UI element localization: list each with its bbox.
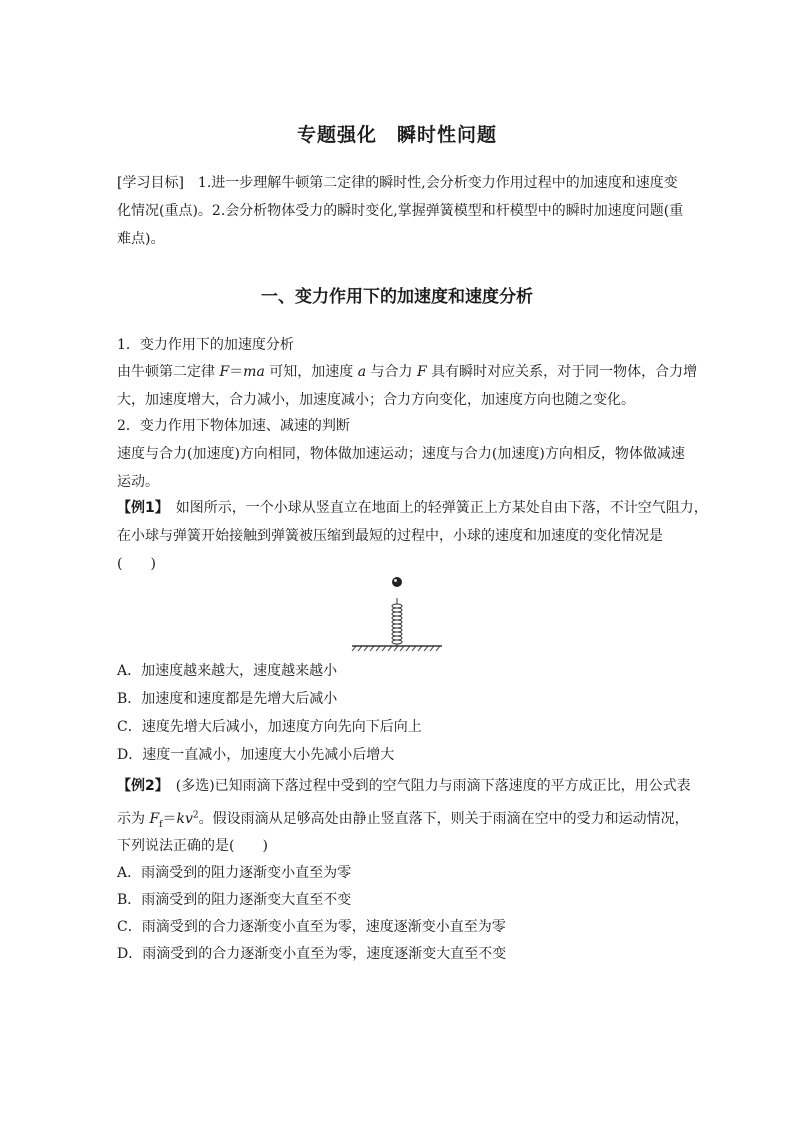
ground	[352, 646, 442, 651]
superscript-2: 2	[192, 810, 199, 821]
objectives-line-2: 化情况(重点)。2.会分析物体受力的瞬时变化,掌握弹簧模型和杆模型中的瞬时加速度问题(重	[117, 203, 684, 219]
objectives-line-3: 难点)。	[117, 231, 165, 247]
example-1-tag: 【例1】	[117, 500, 162, 516]
example-1-line: ( )	[117, 556, 156, 572]
example-1-option-c: C．速度先增大后减小，加速度方向先向下后向上	[117, 719, 422, 735]
example-2-line: 下列说法正确的是( )	[117, 838, 268, 854]
page-title: 专题强化 瞬时性问题	[296, 124, 497, 146]
spring	[392, 598, 402, 646]
paragraph-line: 大，加速度增大，合力减小，加速度减小；合力方向变化，加速度方向也随之变化。	[117, 392, 635, 408]
spring-ball-figure	[350, 574, 446, 654]
example-2-tag: 【例2】	[117, 778, 162, 794]
symbol-ma: ma	[243, 364, 265, 380]
subheading-variable-force-acceleration: 1．变力作用下的加速度分析	[117, 337, 294, 353]
text-run: 如图所示，一个小球从竖直立在地面上的轻弹簧正上方某处自由下落，不计空气阻力，	[161, 500, 708, 516]
paragraph-newton-second-law	[117, 361, 698, 381]
text-run: 可知，加速度	[264, 364, 358, 380]
paragraph-line: 运动。	[117, 474, 159, 490]
subscript-f: f	[159, 819, 163, 830]
symbol-F: F	[149, 811, 160, 827]
section-heading-1: 一、变力作用下的加速度和速度分析	[261, 287, 533, 307]
symbol-kv: kv	[176, 811, 193, 827]
paragraph-line: 速度与合力(加速度)方向相同，物体做加速运动；速度与合力(加速度)方向相反，物体做减速	[117, 446, 685, 462]
text-run: ＝	[229, 364, 244, 380]
objectives-line-1: [学习目标] 1.进一步理解牛顿第二定律的瞬时性,会分析变力作用过程中的加速度和速度变	[117, 175, 678, 191]
text-run: 由牛顿第二定律	[117, 364, 220, 380]
text-run: 示为	[117, 811, 150, 827]
text-run: 与合力	[366, 364, 417, 380]
text-run: (多选)已知雨滴下落过程中受到的空气阻力与雨滴下落速度的平方成正比，用公式表	[161, 778, 691, 794]
example-1-stem	[117, 497, 708, 517]
example-2-option-c: C．雨滴受到的合力逐渐变小直至为零，速度逐渐变小直至为零	[117, 919, 506, 935]
text-run: ＝	[162, 811, 177, 827]
symbol-F: F	[416, 364, 427, 380]
example-2-option-d: D．雨滴受到的合力逐渐变小直至为零，速度逐渐变大直至不变	[117, 946, 507, 962]
example-1-line: 在小球与弹簧开始接触到弹簧被压缩到最短的过程中，小球的速度和加速度的变化情况是	[117, 528, 663, 544]
example-2-formula-line	[117, 808, 689, 830]
example-2-option-b: B．雨滴受到的阻力逐渐变大直至不变	[117, 892, 352, 908]
symbol-F: F	[219, 364, 230, 380]
text-run: 。假设雨滴从足够高处由静止竖直落下，则关于雨滴在空中的受力和运动情况，	[198, 811, 689, 827]
example-2-stem	[117, 775, 691, 795]
example-1-option-a: A．加速度越来越大，速度越来越小	[117, 663, 338, 679]
example-1-option-b: B．加速度和速度都是先增大后减小	[117, 691, 338, 707]
ball	[392, 577, 402, 587]
symbol-a: a	[357, 364, 367, 380]
example-2-option-a: A．雨滴受到的阻力逐渐变小直至为零	[117, 865, 352, 881]
example-1-option-d: D．速度一直减小，加速度大小先减小后增大	[117, 747, 395, 763]
text-run: 具有瞬时对应关系，对于同一物体，合力增	[426, 364, 698, 380]
subheading-accel-decel: 2．变力作用下物体加速、减速的判断	[117, 418, 350, 434]
